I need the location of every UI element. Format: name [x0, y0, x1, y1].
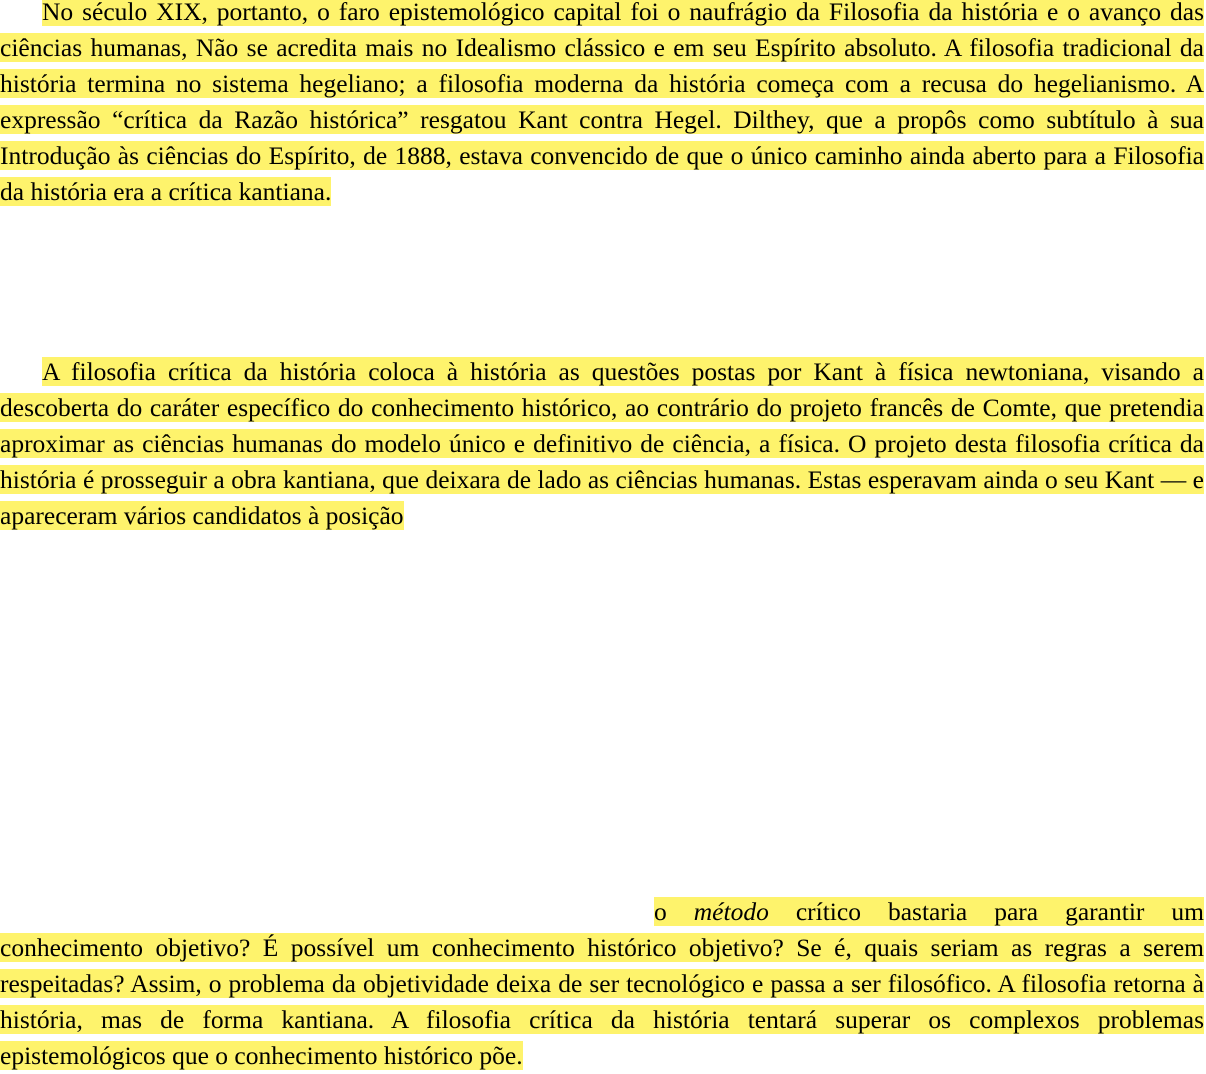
paragraph-2-highlighted-text: A filosofia crítica da história coloca à história as questões postas por Kant à física newtoniana, visando a descoberta do caráter específico do conhecimento histórico, ao contrário do projeto francês de Comte, que pretendia aproximar as ciências humanas do modelo único e definitivo de ciência, a física. O projeto desta filosofia crítica da história é prosseguir a obra kantiana, que deixara de lado as ciências humanas. Estas esperavam ainda o seu Kant — e apareceram vários candidatos à posição	[0, 357, 1204, 530]
paragraph-1-highlighted-text: No século XIX, portanto, o faro epistemológico capital foi o naufrágio da Filosofia da história e o avanço das ciências humanas, Não se acredita mais no Idealismo clássico e em seu Espírito absoluto. A filosofia tradicional da história termina no sistema hegeliano; a filosofia moderna da história começa com a recusa do hegelianismo. A expressão “crítica da Razão histórica” resgatou Kant contra Hegel. Dilthey, que a propôs como subtítulo à sua Introdução às ciências do Espírito, de 1888, estava convencido de que o único caminho ainda aberto para a Filosofia da história era a crítica kantiana.	[0, 0, 1204, 206]
emphasis-metodo: método	[693, 897, 769, 926]
paragraph-1	[0, 0, 1204, 210]
paragraph-3-lead: o	[654, 897, 694, 926]
paragraph-2	[0, 354, 1204, 534]
paragraph-3-highlighted-text	[0, 897, 1204, 1070]
paragraph-3-body: crítico bastaria para garantir um conhecimento objetivo? É possível um conhecimento histórico objetivo? Se é, quais seriam as regras a serem respeitadas? Assim, o problema da objetividade deixa de ser tecnológico e passa a ser filosófico. A filosofia retorna à história, mas de forma kantiana. A filosofia crítica da história tentará superar os complexos problemas epistemológicos que o conhecimento histórico põe.	[0, 897, 1204, 1070]
paragraph-3	[0, 894, 1204, 1074]
paragraph-3-leading-gap	[0, 919, 654, 920]
